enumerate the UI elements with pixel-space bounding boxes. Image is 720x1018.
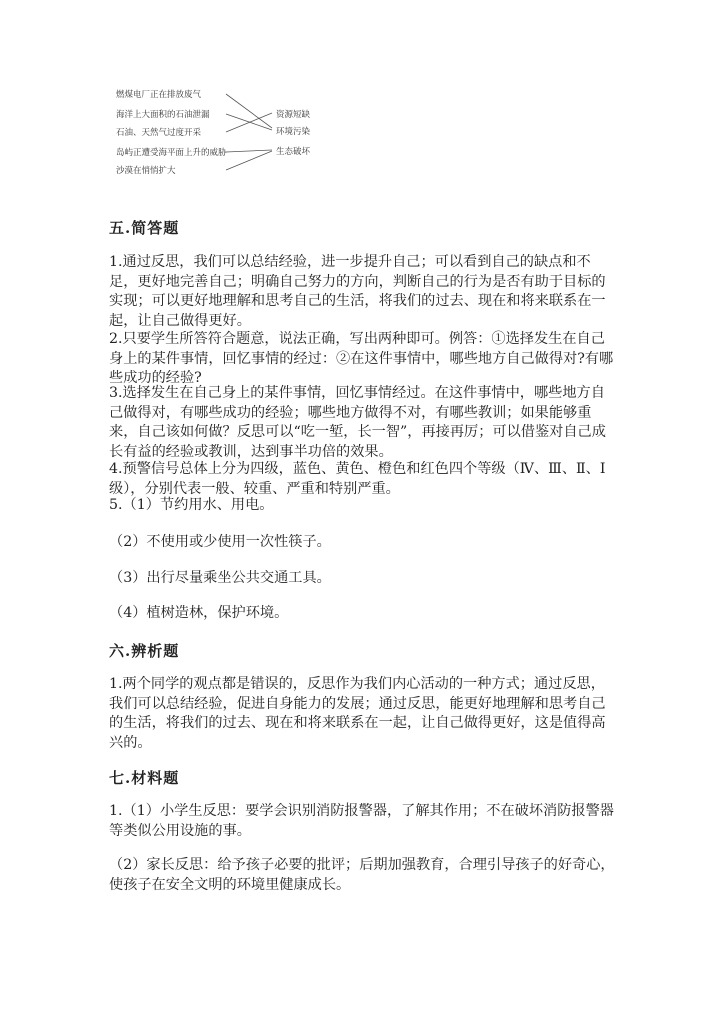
answer-paragraph: （2）不使用或少使用一次性筷子。	[109, 534, 331, 550]
match-right-item: 资源短缺	[276, 110, 311, 120]
section-heading: 七.材料题	[109, 769, 180, 787]
answer-paragraph: 1.（1）小学生反思：要学会识别消防报警器，了解其作用；不在破坏消防报警器等类似公用设施的事。	[109, 803, 614, 839]
match-left-item: 沙漠在悄悄扩大	[116, 166, 176, 176]
match-line	[226, 151, 272, 170]
answer-paragraph: （3）出行尽量乘坐公共交通工具。	[109, 570, 331, 586]
match-line	[226, 114, 272, 130]
match-right-item: 环境污染	[276, 127, 311, 137]
answer-paragraph: （4）植树造林，保护环境。	[109, 605, 289, 621]
answer-paragraph: 4.预警信号总体上分为四级，蓝色、黄色、橙色和红色四个等级（Ⅳ、Ⅲ、Ⅱ、Ⅰ级），分别代表一般、较重、严重和特别严重。	[109, 461, 606, 497]
match-left-item: 海洋上大面积的石油泄漏	[116, 110, 210, 120]
match-right-item: 生态破坏	[276, 147, 311, 157]
answer-paragraph: 5.（1）节约用水、用电。	[109, 497, 274, 513]
match-left-item: 燃煤电厂正在排放废气	[116, 90, 202, 100]
match-left-item: 岛屿正遭受海平面上升的威胁	[116, 148, 227, 158]
section-heading: 五.简答题	[109, 219, 180, 237]
answer-paragraph: 1.两个同学的观点都是错误的，反思作为我们内心活动的一种方式；通过反思，我们可以总结经验，促进自身能力的发展；通过反思，能更好地理解和思考自己的生活，将我们的过去、现在和将来联系在一起，让自己做得更好，这是值得高兴的。	[109, 676, 606, 751]
answer-paragraph: 3.选择发生在自己身上的某件事情，回忆事情经过。在这件事情中，哪些地方自己做得对，有哪些成功的经验；哪些地方做得不对，有哪些教训；如果能够重来，自己该如何做？反思可以“吃一堑，长一智”，再接再厉；可以借鉴对自己成长有益的经验或教训，达到事半功倍的效果。	[109, 385, 606, 460]
section-heading: 六.辨析题	[109, 642, 180, 660]
matching-diagram	[112, 84, 332, 184]
match-line	[226, 150, 272, 152]
answer-paragraph: 1.通过反思，我们可以总结经验，进一步提升自己；可以看到自己的缺点和不足，更好地完善自己；明确自己努力的方向，判断自己的行为是否有助于目标的实现；可以更好地理解和思考自己的生活，将我们的过去、现在和将来联系在一起，让自己做得更好。	[109, 254, 606, 329]
match-left-item: 石油、天然气过度开采	[116, 128, 202, 138]
answer-paragraph: （2）家长反思：给予孩子必要的批评；后期加强教育，合理引导孩子的好奇心，使孩子在安全文明的环境里健康成长。	[109, 857, 615, 893]
answer-paragraph: 2.只要学生所答符合题意，说法正确，写出两种即可。例答：①选择发生在自己身上的某件事情，回忆事情的经过：②在这件事情中，哪些地方自己做得对?有哪些成功的经验?	[109, 331, 614, 386]
